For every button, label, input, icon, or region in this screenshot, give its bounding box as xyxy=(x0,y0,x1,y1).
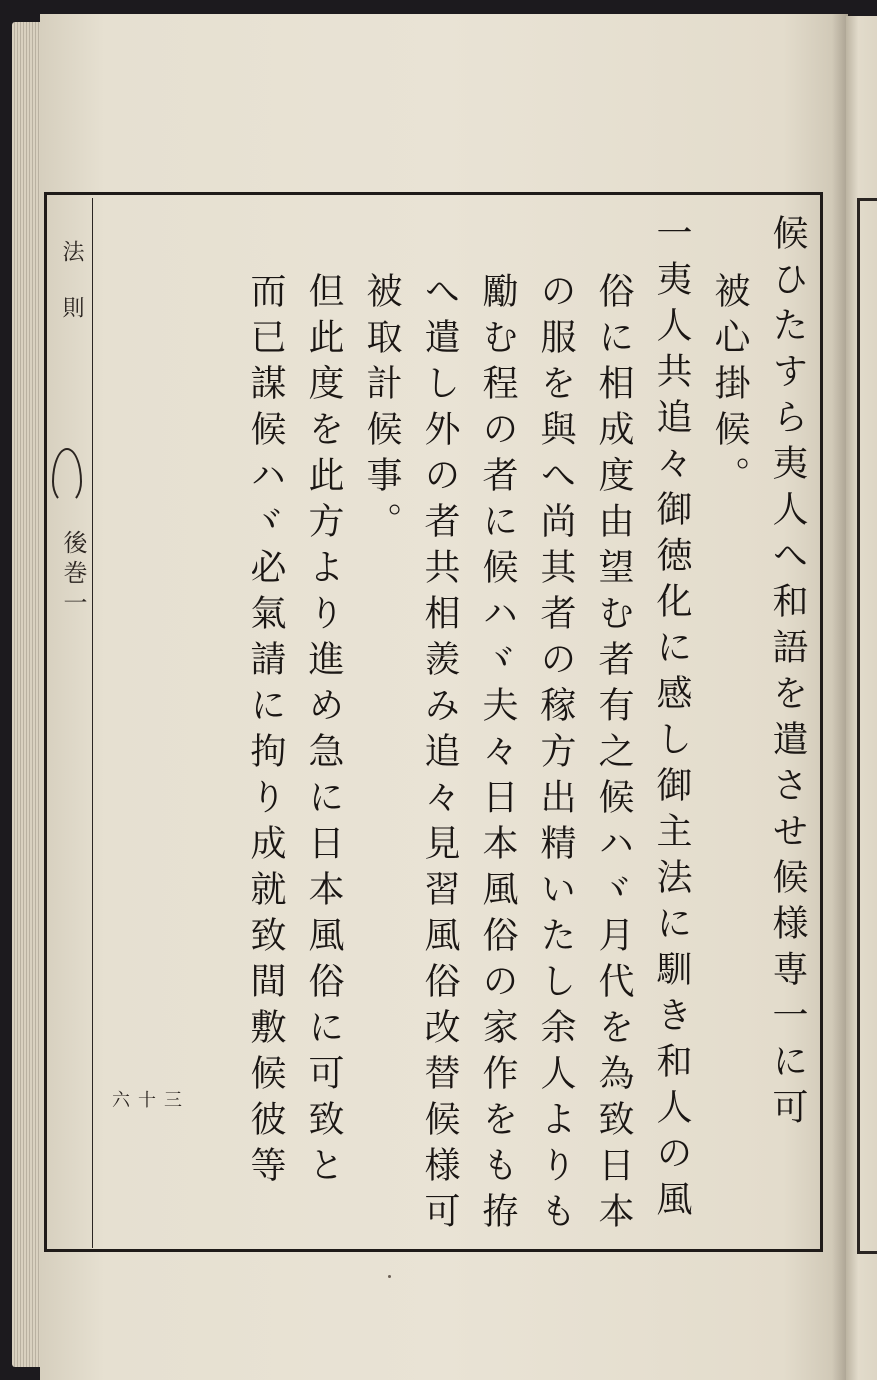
text-column: 一夷人共追々御徳化に感し御主法に馴き和人の風 xyxy=(651,214,692,1226)
text-column: の服を與へ尚其者の稼方出精いたし余人よりも xyxy=(535,272,576,1238)
book-title: 法則 xyxy=(59,240,84,352)
text-column: 被取計候事。 xyxy=(361,272,402,548)
volume-label: 後巻一 xyxy=(59,530,87,620)
page-number: 三十六 xyxy=(109,1090,182,1108)
text-column: 但此度を此方より進め急に日本風俗に可致と xyxy=(303,272,344,1192)
text-column: 俗に相成度由望む者有之候ハヾ月代を為致日本 xyxy=(593,272,634,1238)
ink-speck xyxy=(388,1275,391,1278)
facing-page-frame xyxy=(857,198,877,1254)
hanshin-rule xyxy=(92,198,93,1248)
body-text xyxy=(100,214,816,1244)
block-centre-column xyxy=(48,240,182,1108)
fish-tail-ornament xyxy=(52,448,82,504)
text-column: へ遣し外の者共相羨み追々見習風俗改替候様可 xyxy=(419,272,460,1238)
text-column: 勵む程の者に候ハヾ夫々日本風俗の家作をも拵 xyxy=(477,272,518,1238)
text-column: 候ひたすら夷人へ和語を遣させ候様専一に可 xyxy=(767,214,808,1134)
text-column: 被心掛候。 xyxy=(709,272,750,502)
text-column: 而已謀候ハヾ必氣請に拘り成就致間敷候彼等 xyxy=(245,272,286,1192)
